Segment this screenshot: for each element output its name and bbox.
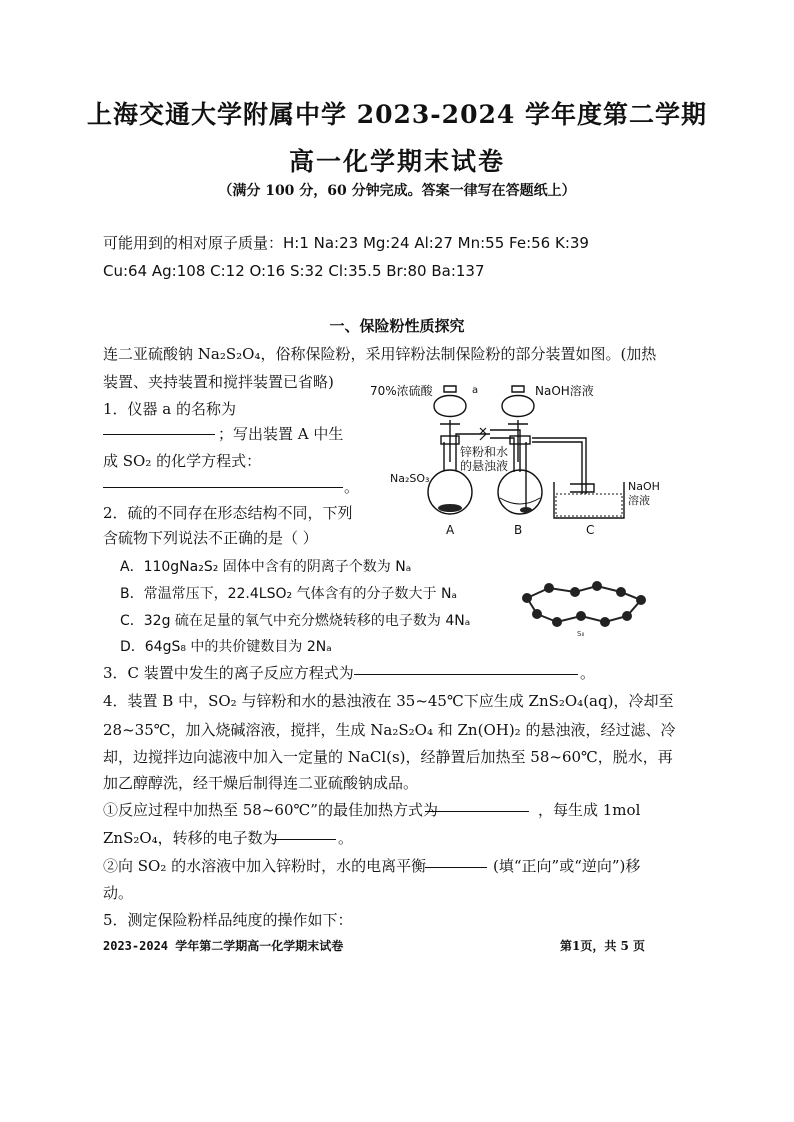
s8-label: S₈: [577, 630, 585, 638]
q4-sub1-end-period: 。: [338, 829, 354, 847]
separatory-funnel-b: [502, 396, 534, 417]
exam-note: （满分 100 分，60 分钟完成。答案一律写在答题纸上）: [218, 183, 576, 199]
label-na2so3: Na₂SO₃: [390, 472, 430, 485]
atomic-mass-line-1: 可能用到的相对原子质量：H:1 Na:23 Mg:24 Al:27 Mn:55 Fe:56 K:39: [103, 234, 589, 252]
footer-page-number: 第1页，共 5 页: [560, 939, 646, 953]
apparatus-diagram: [360, 380, 680, 540]
label-flask-a: A: [446, 523, 455, 537]
s8-molecule-diagram: [515, 578, 655, 638]
q4-sub1-text-b: ，每生成 1mol: [538, 801, 641, 819]
label-beaker-c: C: [586, 523, 595, 537]
label-naoh-top: NaOH溶液: [535, 384, 594, 398]
label-suspension-1: 锌粉和水: [460, 445, 509, 459]
section-intro-1: 连二亚硫酸钠 Na₂S₂O₄，俗称保险粉，采用锌粉法制保险粉的部分装置如图。(加热: [103, 345, 657, 363]
q2-line-2: 含硫物下列说法不正确的是（ ）: [103, 529, 318, 547]
q1-answer-blank-2[interactable]: [103, 473, 343, 488]
q4-line-4: 加乙醇醇洗，经干燥后制得连二亚硫酸钠成品。: [103, 774, 419, 792]
q4-sub1-text-a: ①反应过程中加热至 58~60℃”的最佳加热方式为: [103, 801, 438, 819]
label-suspension-2: 的悬浊液: [460, 459, 509, 473]
q3-end-period: 。: [580, 664, 596, 682]
label-instrument-a: a: [472, 385, 479, 396]
q1-answer-blank-1[interactable]: [103, 420, 215, 435]
q4-sub1-text-c: ZnS₂O₄，转移的电子数为: [103, 829, 278, 847]
q4-sub2-text-b: (填“正向”或“逆向”)移: [493, 857, 641, 875]
separatory-funnel-a: [434, 396, 466, 417]
q1-line-2: ；写出装置 A 中生: [218, 425, 344, 443]
q3-answer-blank[interactable]: [354, 660, 578, 675]
q2-option-a[interactable]: A．110gNa₂S₂ 固体中含有的阴离子个数为 Nₐ: [120, 559, 412, 575]
q1-line-1: 1．仪器 a 的名称为: [103, 400, 237, 418]
q4-line-2: 28~35℃，加入烧碱溶液，搅拌，生成 Na₂S₂O₄ 和 Zn(OH)₂ 的悬浊液，经过滤、冷: [103, 721, 676, 739]
q4-sub2-text-a: ②向 SO₂ 的水溶液中加入锌粉时，水的电离平衡: [103, 857, 427, 875]
q4-line-1: 4．装置 B 中，SO₂ 与锌粉和水的悬浊液在 35~45℃下应生成 ZnS₂O₄(aq)，冷却至: [103, 692, 674, 710]
q4-sub1-blank-2[interactable]: [272, 825, 336, 840]
page-title: 上海交通大学附属中学 2023-2024 学年度第二学期: [87, 100, 707, 129]
q1-end-period: 。: [344, 478, 360, 496]
q2-option-d[interactable]: D．64gS₈ 中的共价键数目为 2Nₐ: [120, 639, 332, 655]
q4-line-3: 却，边搅拌边向滤液中加入一定量的 NaCl(s)，经静置后加热至 58~60℃，脱水，再: [103, 748, 673, 766]
footer-title: 2023-2024 学年第二学期高一化学期末试卷: [103, 939, 344, 953]
label-naoh-c-1: NaOH: [628, 480, 660, 493]
q2-option-c[interactable]: C．32g 硫在足量的氧气中充分燃烧转移的电子数为 4Nₐ: [120, 613, 471, 629]
section-intro-2: 装置、夹持装置和搅拌装置已省略): [103, 373, 334, 391]
q4-sub2-text-c: 动。: [103, 884, 134, 902]
section-title: 一、保险粉性质探究: [329, 317, 465, 335]
q2-option-b[interactable]: B．常温常压下，22.4LSO₂ 气体含有的分子数大于 Nₐ: [120, 586, 457, 602]
beaker-c: [554, 482, 624, 518]
flask-b: [498, 470, 542, 514]
q2-line-1: 2．硫的不同存在形态结构不同，下列: [103, 504, 353, 522]
q4-sub2-blank[interactable]: [425, 853, 487, 868]
label-naoh-c-2: 溶液: [628, 494, 650, 507]
label-sulfuric-acid: 70%浓硫酸: [370, 384, 433, 398]
atomic-mass-line-2: Cu:64 Ag:108 C:12 O:16 S:32 Cl:35.5 Br:80 Ba:137: [103, 262, 485, 280]
q3-text: 3．C 装置中发生的离子反应方程式为: [103, 664, 354, 682]
q4-sub1-blank-1[interactable]: [425, 797, 529, 812]
page-subtitle: 高一化学期末试卷: [288, 147, 505, 176]
label-flask-b: B: [514, 523, 523, 537]
q5-text: 5．测定保险粉样品纯度的操作如下：: [103, 911, 353, 929]
q1-line-3: 成 SO₂ 的化学方程式：: [103, 452, 262, 470]
